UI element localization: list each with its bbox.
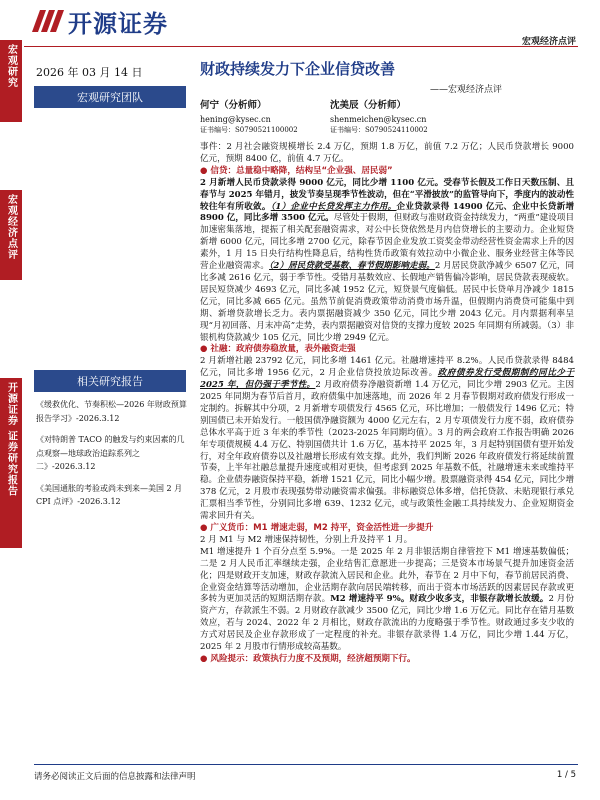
footer-disclaimer: 请务必阅读正文后面的信息披露和法律声明 — [34, 772, 196, 782]
money-supply-lead: 2 月 M1 与 M2 增速保持韧性，分别上升及持平 1 月。 — [200, 534, 413, 545]
social-financing-paragraph: 2 月新增社融 23792 亿元，同比多增 1461 亿元。社融增速持平 8.2%。人民币贷款录得 8484 亿元，同比多增 1956 亿元，2 月企业信贷投放边际改善。政府债券发行受假期制约同比少于 2025 年，但仍强于季节性。2 月政府债券净融资新增 1.4 万亿元，同比少增 2903 亿元。主因 2025 年同期为春节后首月，政府债集中加速落地，而 2026 年 2 月春节假期对政府债发行形成一定制约。拆解其中分项，2 月新增专项债发行 4565 亿元，环比增加；一般债发行 1496 亿元；特别国债已未开始发行。一般国债净融资额为 4000 亿元左右，2 月专项债发行力度不弱，政府债券总体水平高于近 3 年来的季节性（2023-2025 年同期均值）。3 月的两会政府工作报告明确 2026 年专项债规模 4.4 万亿、特别国债共计 1.6 万亿，基本持平 2025 年，3 月起特别国债有望开始发行，对全年政府债券以及社融增长形成有效支撑。此外，我们判断 2026 年政府债发行将延续前置节奏，上半年社融总量提升速度或相对更快，但考虑到 2025 年基数不低，社融增速未来或维持平稳。企业债券融资保持平稳，新增 1521 亿元，同比小幅少增。股票融资录得 454 亿元，同比少增 378 亿元，2 月股市表现强势带动融资需求偏强。非标融资总体多增，信托贷款、未贴现银行承兑汇票相当季节性，分别同比多增 639、1232 亿元，或与政策性金融工具持续发力、企业短期资金需求回升有关。 — [200, 356, 575, 522]
analyst-card — [200, 100, 298, 136]
analyst-card — [330, 100, 428, 136]
related-reports-label: 相关研究报告 — [34, 370, 186, 392]
side-tab-macro-comment: 宏观经济点评 — [0, 190, 22, 280]
risk-warning: ● 风险提示：政策执行力度不及预期，经济超预期下行。 — [200, 653, 416, 664]
related-report-item[interactable]: 《美国通胀的考验或尚未到来—美国 2 月 CPI 点评》-2026.3.12 — [36, 483, 183, 506]
header-label: 宏观经济点评 — [521, 37, 576, 47]
analyst-email[interactable]: hening@kysec.cn — [200, 115, 271, 124]
section-heading-money-supply: ● 广义货币：M1 增速走弱，M2 持平，资金活性进一步提升 — [200, 523, 434, 533]
footer-divider — [34, 764, 578, 765]
logo-mark-icon — [34, 8, 62, 34]
header-divider — [24, 46, 578, 47]
logo — [34, 6, 168, 36]
related-report-item[interactable]: 《对特朗普 TACO 的触发与约束因素的几点观察—地球政治追踪系列之二》-2026.3.12 — [36, 435, 185, 471]
side-tab-securities-report: 开源证券 证券研究报告 — [0, 378, 22, 548]
team-label: 宏观研究团队 — [34, 86, 186, 108]
money-supply-paragraph: M1 增速提升 1 个百分点至 5.9%。一是 2025 年 2 月非银活期自律管控下 M1 增速基数偏低；二是 2 月人民币汇率继续走强，企业结售汇意愿进一步提高；三是资本市场景气提升加速资金活化；四是财政开支加速，财政存款流入居民和企业。此外，春节在 2 月中下旬，春节前居民消费、企业资金结算等活动增加，企业活期存款向居民端转移，而出于资本市场活跃的因素居民存款或更多转为更加灵活的短期活期存款。M2 增速持平 9%。财政少收多支，非银存款增长放缓。2 月份资产方，存款派生不弱。2 月财政存款减少 3500 亿元，同比少增 1.6 万亿元。同比存在错月基数效应，若与 2024、2022 年 2 月相比，财政存款流出的力度略强于季节性。财政通过多支少收的方式对居民及企业存款形成了一定程度的补充。非银存款录得 1.4 万亿，同比少增 1.44 万亿，2025 年 2 月股市行情形成较高基数。 — [200, 546, 574, 653]
section-heading-credit: ● 信贷：总量稳中略降，结构呈“企业强、居民弱” — [200, 165, 393, 176]
report-date: 2026 年 03 月 14 日 — [36, 66, 143, 79]
analyst-name: 沈美辰（分析师） — [330, 100, 407, 111]
section-heading-social-financing: ● 社融：政府债券稳放量，表外融资走强 — [200, 344, 356, 355]
related-reports-list — [36, 398, 188, 517]
logo-text: 开源证券 — [68, 9, 168, 38]
event-paragraph: 事件：2 月社会融资规模增长 2.4 万亿，预期 1.8 万亿，前值 7.2 万亿；人民币贷款增长 9000 亿元，预期 8400 亿，前值 4.7 万亿。 — [200, 142, 574, 164]
analyst-name: 何宁（分析师） — [200, 100, 267, 111]
report-title: 财政持续发力下企业信贷改善 — [200, 60, 396, 78]
report-body — [200, 142, 574, 666]
page-number: 1 / 5 — [556, 770, 576, 780]
credit-paragraph: 2 月新增人民币贷款录得 9000 亿元，同比少增 1100 亿元。受春节长假及工作日天数压制、且春节与 2025 年错月，披发节奏呈现季节性波动，但在“平滑披放”的监管导向下，季度内的波动性较往年有所收敛。（1）企业中长贷发挥主力作用。企业贷款录得 14900 亿元、企业中长贷新增 8900 亿，同比多增 3500 亿元。尽管处于假期，但财政与准财政资金持续发力，“两重”建设项目加速密集落地，提振了相关配套融资需求，对公中长贷依然是月内信贷增长的主要动力。企业短贷新增 6000 亿元，同比多增 2700 亿元，除春节因企业发放工资奖金带动经营性资金需求上升的因素外，1 月 15 日央行结构性降息后，结构性货币政策有效拉动中小微企业、服务业经营主体等民营企业融资需求。（2）居民贷款受基数、春节假期影响走弱。2 月居民贷款净减少 6507 亿元，同比多减 2616 亿元，弱于季节性。受错月基数效应、长假地产销售偏冷影响，居民贷款表现疲软。居民短贷减少 4693 亿元，同比多减 1952 亿元，短贷景气度偏低。居民中长贷单月净减少 1815 亿元，同比多减 665 亿元。虽然节前促消费政策带动消费市场升温，但假期内消费贷可能集中到期、新增贷款增长乏力。表内票据融资减少 350 亿元，同比少增 2043 亿元。月内票据利率呈现“月初回落、月末冲高”走势，表内票据融资对信贷的支撑力度较 2025 年同期有所减弱。（3）非银机构贷款减少 105 亿元，同比少增 2949 亿元。 — [200, 177, 575, 343]
analyst-cert: 证书编号：S0790521100002 — [200, 126, 298, 134]
related-report-item[interactable]: 《缓救优化、节奏积松—2026 年财政预算报告学习》-2026.3.12 — [36, 400, 187, 423]
analyst-cert: 证书编号：S0790524110002 — [330, 126, 428, 134]
report-subtitle: ——宏观经济点评 — [430, 85, 503, 95]
side-tab-macro-research: 宏观研究 — [0, 40, 22, 122]
analyst-email[interactable]: shenmeichen@kysec.cn — [330, 115, 427, 124]
